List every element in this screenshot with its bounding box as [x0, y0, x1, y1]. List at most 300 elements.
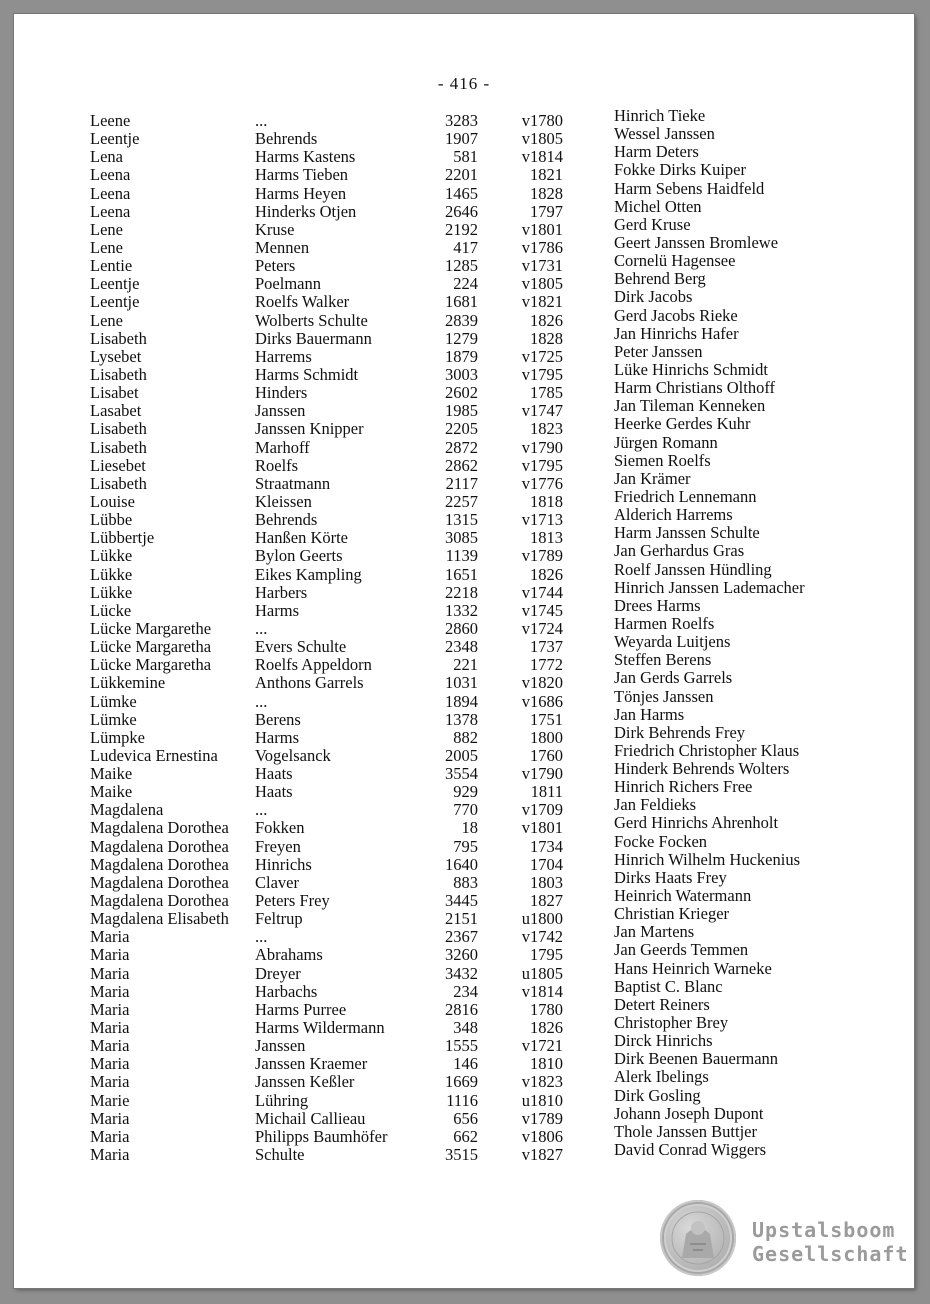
- spouse-name: Roelf Janssen Hündling: [614, 559, 772, 579]
- surname: Peters Frey: [255, 891, 330, 911]
- year: 1737: [530, 637, 563, 657]
- spouse-name: Gerd Jacobs Rieke: [614, 305, 738, 325]
- spouse-name: Dirks Haats Frey: [614, 867, 727, 887]
- year: 1826: [530, 310, 563, 330]
- register-row: [90, 686, 850, 711]
- spouse-name: Heinrich Watermann: [614, 886, 752, 906]
- given-name: Lentie: [90, 256, 133, 276]
- year: v1806: [521, 1126, 563, 1146]
- year: v1731: [521, 256, 563, 276]
- year: 1821: [530, 165, 563, 185]
- record-number: 3554: [445, 764, 478, 784]
- spouse-name: Harm Janssen Schulte: [614, 523, 760, 543]
- spouse-name: Gerd Kruse: [614, 214, 691, 234]
- surname: Janssen Keßler: [255, 1072, 355, 1092]
- year: v1827: [521, 1145, 563, 1165]
- surname: ...: [255, 111, 268, 130]
- given-name: Lene: [90, 310, 123, 330]
- record-number: 3432: [445, 963, 478, 983]
- record-number: 1555: [445, 1036, 478, 1056]
- record-number: 1465: [445, 183, 478, 203]
- given-name: Lisabet: [90, 383, 139, 403]
- year: v1820: [521, 673, 563, 693]
- record-number: 1640: [445, 854, 478, 874]
- record-number: 3003: [445, 364, 478, 384]
- year: 1823: [530, 419, 563, 439]
- surname: Schulte: [255, 1145, 305, 1165]
- surname: Harms Schmidt: [255, 364, 359, 384]
- register-row: [90, 232, 850, 257]
- register-list: [90, 106, 850, 1165]
- register-row: [90, 668, 850, 693]
- surname: Poelmann: [255, 274, 321, 294]
- year: u1810: [521, 1090, 563, 1110]
- record-number: 656: [453, 1108, 478, 1128]
- register-row: [90, 323, 850, 348]
- year: u1805: [521, 963, 563, 983]
- given-name: Lübbertje: [90, 528, 155, 548]
- surname: Vogelsanck: [255, 745, 331, 765]
- record-number: 2646: [445, 201, 478, 221]
- given-name: Maria: [90, 945, 130, 965]
- given-name: Lisabeth: [90, 473, 147, 493]
- record-number: 2367: [445, 927, 478, 947]
- surname: Anthons Garrels: [255, 673, 364, 693]
- record-number: 1285: [445, 256, 478, 276]
- surname: Harbachs: [255, 981, 318, 1001]
- record-number: 2218: [445, 582, 478, 602]
- year: v1789: [521, 1108, 563, 1128]
- spouse-name: Friedrich Christopher Klaus: [614, 740, 800, 760]
- register-row: [90, 124, 850, 149]
- year: v1744: [521, 582, 563, 602]
- spouse-name: Geert Janssen Bromlewe: [614, 232, 779, 252]
- page-number: - 416 -: [437, 74, 491, 93]
- year: v1721: [521, 1036, 563, 1056]
- spouse-name: Focke Focken: [614, 831, 708, 851]
- given-name: Leene: [90, 111, 131, 130]
- year: v1823: [521, 1072, 563, 1092]
- year: v1814: [521, 147, 563, 167]
- given-name: Lükkemine: [90, 673, 166, 693]
- record-number: 2151: [445, 909, 478, 929]
- surname: Dirks Bauermann: [255, 328, 372, 348]
- surname: Wolberts Schulte: [255, 310, 368, 330]
- record-number: 770: [453, 800, 478, 820]
- given-name: Lysebet: [90, 346, 142, 366]
- given-name: Magdalena Dorothea: [90, 854, 229, 874]
- record-number: 146: [453, 1054, 478, 1074]
- record-number: 2201: [445, 165, 478, 185]
- surname: Marhoff: [255, 437, 310, 457]
- year: v1814: [521, 981, 563, 1001]
- spouse-name: Christopher Brey: [614, 1013, 729, 1033]
- given-name: Liesebet: [90, 455, 146, 475]
- spouse-name: Hinrich Richers Free: [614, 777, 753, 797]
- spouse-name: Jan Gerhardus Gras: [614, 541, 745, 561]
- given-name: Maria: [90, 1036, 130, 1056]
- register-row: [90, 904, 850, 929]
- given-name: Lisabeth: [90, 437, 147, 457]
- given-name: Marie: [90, 1090, 130, 1110]
- record-number: 1985: [445, 401, 478, 421]
- spouse-name: Steffen Berens: [614, 650, 712, 670]
- surname: Behrends: [255, 129, 318, 149]
- record-number: 1879: [445, 346, 478, 366]
- given-name: Maria: [90, 1126, 130, 1146]
- given-name: Maria: [90, 1108, 130, 1128]
- record-number: 1907: [445, 129, 478, 149]
- surname: Mennen: [255, 237, 310, 257]
- surname: Evers Schulte: [255, 637, 347, 657]
- given-name: Maike: [90, 764, 133, 784]
- record-number: 2348: [445, 637, 478, 657]
- year: 1780: [530, 999, 563, 1019]
- record-number: 1031: [445, 673, 478, 693]
- spouse-name: Johann Joseph Dupont: [614, 1103, 764, 1123]
- surname: Harms Tieben: [255, 165, 349, 185]
- spouse-name: Fokke Dirks Kuiper: [614, 160, 746, 180]
- register-row: [90, 269, 850, 294]
- year: 1785: [530, 383, 563, 403]
- surname: Roelfs: [255, 455, 299, 475]
- record-number: 1894: [445, 691, 478, 711]
- spouse-name: Drees Harms: [614, 595, 701, 615]
- seal-icon: [660, 1200, 736, 1276]
- given-name: Maria: [90, 981, 130, 1001]
- year: 1813: [530, 528, 563, 548]
- spouse-name: Dirck Hinrichs: [614, 1031, 713, 1051]
- given-name: Lasabet: [90, 401, 142, 421]
- year: v1795: [521, 455, 563, 475]
- given-name: Leentje: [90, 292, 140, 312]
- given-name: Lümke: [90, 691, 137, 711]
- register-row: [90, 994, 850, 1019]
- surname: Bylon Geerts: [255, 546, 343, 566]
- record-number: 882: [453, 727, 478, 747]
- given-name: Leena: [90, 183, 131, 203]
- spouse-name: Jan Feldieks: [614, 795, 697, 815]
- year: 1810: [530, 1054, 563, 1074]
- surname: Roelfs Walker: [255, 292, 350, 312]
- given-name: Magdalena Dorothea: [90, 836, 229, 856]
- record-number: 3515: [445, 1145, 478, 1165]
- year: v1686: [521, 691, 563, 711]
- record-number: 662: [453, 1126, 478, 1146]
- spouse-name: Jan Martens: [614, 922, 695, 942]
- year: v1789: [521, 546, 563, 566]
- spouse-name: Harm Christians Olthoff: [614, 378, 776, 398]
- record-number: 1315: [445, 510, 478, 530]
- given-name: Lene: [90, 219, 123, 239]
- record-number: 417: [453, 237, 478, 257]
- given-name: Maria: [90, 963, 130, 983]
- surname: Claver: [255, 872, 299, 892]
- surname: Harms Kastens: [255, 147, 356, 167]
- given-name: Leena: [90, 165, 131, 185]
- record-number: 1378: [445, 709, 478, 729]
- spouse-name: Dirk Jacobs: [614, 287, 693, 307]
- year: 1811: [530, 782, 563, 802]
- spouse-name: Heerke Gerdes Kuhr: [614, 414, 751, 434]
- register-row: [90, 486, 850, 511]
- surname: Janssen Kraemer: [255, 1054, 368, 1074]
- spouse-name: Alderich Harrems: [614, 505, 733, 525]
- spouse-name: Wessel Janssen: [614, 124, 715, 144]
- year: v1821: [521, 292, 563, 312]
- spouse-name: Dirk Beenen Bauermann: [614, 1049, 779, 1069]
- surname: Freyen: [255, 836, 301, 856]
- given-name: Lisabeth: [90, 364, 147, 384]
- spouse-name: Hinrich Wilhelm Huckenius: [614, 849, 800, 869]
- given-name: Lücke Margaretha: [90, 637, 212, 657]
- year: v1790: [521, 437, 563, 457]
- given-name: Magdalena: [90, 800, 164, 820]
- record-number: 3260: [445, 945, 478, 965]
- record-number: 2816: [445, 999, 478, 1019]
- year: v1801: [521, 818, 563, 838]
- record-number: 929: [453, 782, 478, 802]
- society-name-line2: Gesellschaft: [752, 1242, 909, 1266]
- register-row: [90, 958, 850, 983]
- surname: Behrends: [255, 510, 318, 530]
- spouse-name: Dirk Gosling: [614, 1085, 701, 1105]
- society-logo: [660, 1200, 910, 1280]
- record-number: 2205: [445, 419, 478, 439]
- year: 1828: [530, 328, 563, 348]
- register-row: [90, 613, 850, 638]
- surname: Haats: [255, 764, 293, 784]
- given-name: Magdalena Dorothea: [90, 872, 229, 892]
- year: v1801: [521, 219, 563, 239]
- given-name: Maria: [90, 1054, 130, 1074]
- given-name: Maria: [90, 927, 130, 947]
- register-row: [90, 650, 850, 675]
- spouse-name: Jan Hinrichs Hafer: [614, 323, 739, 343]
- given-name: Lena: [90, 147, 123, 167]
- year: 1734: [530, 836, 563, 856]
- register-row: [90, 196, 850, 221]
- given-name: Lücke Margarethe: [90, 618, 212, 638]
- register-row: [90, 595, 850, 620]
- given-name: Maria: [90, 1018, 130, 1038]
- surname: Hinrichs: [255, 854, 312, 874]
- record-number: 795: [453, 836, 478, 856]
- surname: Dreyer: [255, 963, 301, 983]
- year: 1751: [530, 709, 563, 729]
- spouse-name: Behrend Berg: [614, 269, 706, 289]
- record-number: 3283: [445, 111, 478, 130]
- register-row: [90, 849, 850, 874]
- surname: ...: [255, 800, 268, 820]
- record-number: 3445: [445, 891, 478, 911]
- record-number: 3085: [445, 528, 478, 548]
- spouse-name: Michel Otten: [614, 196, 702, 216]
- year: 1818: [530, 491, 563, 511]
- spouse-name: Siemen Roelfs: [614, 450, 711, 470]
- register-row: [90, 1067, 850, 1092]
- register-row: [90, 106, 850, 130]
- year: v1709: [521, 800, 563, 820]
- spouse-name: Gerd Hinrichs Ahrenholt: [614, 813, 779, 833]
- surname: Straatmann: [255, 473, 331, 493]
- given-name: Lümpke: [90, 727, 145, 747]
- surname: Harms: [255, 727, 299, 747]
- surname: ...: [255, 618, 268, 638]
- spouse-name: Jan Gerds Garrels: [614, 668, 733, 688]
- register-row: [90, 1013, 850, 1038]
- surname: Harms Wildermann: [255, 1018, 385, 1038]
- record-number: 1279: [445, 328, 478, 348]
- spouse-name: Hans Heinrich Warneke: [614, 958, 772, 978]
- register-row: [90, 1140, 850, 1165]
- year: 1827: [530, 891, 563, 911]
- spouse-name: Tönjes Janssen: [614, 686, 714, 706]
- spouse-name: Jan Krämer: [614, 468, 691, 488]
- year: v1725: [521, 346, 563, 366]
- year: 1772: [530, 655, 563, 675]
- surname: Eikes Kampling: [255, 564, 362, 584]
- surname: Harms Purree: [255, 999, 347, 1019]
- spouse-name: Detert Reiners: [614, 994, 710, 1014]
- surname: Roelfs Appeldorn: [255, 655, 372, 675]
- surname: Feltrup: [255, 909, 303, 929]
- spouse-name: Hinderk Behrends Wolters: [614, 759, 790, 779]
- year: v1795: [521, 364, 563, 384]
- year: v1780: [521, 111, 563, 130]
- surname: Lühring: [255, 1090, 309, 1110]
- surname: Peters: [255, 256, 296, 276]
- record-number: 581: [453, 147, 478, 167]
- year: v1724: [521, 618, 563, 638]
- spouse-name: Peter Janssen: [614, 341, 703, 361]
- surname: ...: [255, 691, 268, 711]
- register-row: [90, 813, 850, 838]
- register-row: [90, 178, 850, 203]
- given-name: Lükke: [90, 582, 133, 602]
- year: v1745: [521, 600, 563, 620]
- register-row: [90, 976, 850, 1001]
- given-name: Ludevica Ernestina: [90, 745, 218, 765]
- record-number: 2602: [445, 383, 478, 403]
- given-name: Lümke: [90, 709, 137, 729]
- given-name: Magdalena Elisabeth: [90, 909, 229, 929]
- spouse-name: Hinrich Janssen Lademacher: [614, 577, 805, 597]
- register-row: [90, 1049, 850, 1074]
- spouse-name: Baptist C. Blanc: [614, 976, 723, 996]
- year: v1776: [521, 473, 563, 493]
- register-row: [90, 577, 850, 602]
- record-number: 2117: [445, 473, 478, 493]
- surname: Harms Heyen: [255, 183, 347, 203]
- record-number: 2257: [445, 491, 478, 511]
- record-number: 2862: [445, 455, 478, 475]
- surname: Harbers: [255, 582, 308, 602]
- record-number: 234: [453, 981, 478, 1001]
- given-name: Leentje: [90, 129, 140, 149]
- record-number: 2860: [445, 618, 478, 638]
- surname: Kleissen: [255, 491, 312, 511]
- record-number: 2192: [445, 219, 478, 239]
- year: 1826: [530, 564, 563, 584]
- spouse-name: Cornelü Hagensee: [614, 251, 736, 271]
- year: 1704: [530, 854, 563, 874]
- spouse-name: Christian Krieger: [614, 904, 730, 924]
- spouse-name: Thole Janssen Buttjer: [614, 1121, 757, 1141]
- given-name: Lübbe: [90, 510, 133, 530]
- spouse-name: Hinrich Tieke: [614, 106, 706, 125]
- record-number: 1139: [445, 546, 478, 566]
- spouse-name: Jan Harms: [614, 704, 685, 724]
- given-name: Lükke: [90, 564, 133, 584]
- given-name: Maria: [90, 1072, 130, 1092]
- spouse-name: Weyarda Luitjens: [614, 632, 731, 652]
- document-page: [14, 14, 914, 1288]
- spouse-name: Jürgen Romann: [614, 432, 718, 452]
- record-number: 18: [461, 818, 478, 838]
- spouse-name: Jan Tileman Kenneken: [614, 396, 766, 416]
- spouse-name: Lüke Hinrichs Schmidt: [614, 359, 768, 379]
- given-name: Lücke Margaretha: [90, 655, 212, 675]
- year: 1795: [530, 945, 563, 965]
- year: v1742: [521, 927, 563, 947]
- surname: Harms: [255, 600, 299, 620]
- year: u1800: [521, 909, 563, 929]
- surname: ...: [255, 927, 268, 947]
- society-name-line1: Upstalsboom: [752, 1218, 896, 1242]
- surname: Kruse: [255, 219, 295, 239]
- register-row: [90, 450, 850, 475]
- year: 1797: [530, 201, 563, 221]
- year: v1747: [521, 401, 563, 421]
- given-name: Lücke: [90, 600, 132, 620]
- register-row: [90, 777, 850, 802]
- year: v1786: [521, 237, 563, 257]
- given-name: Louise: [90, 491, 135, 511]
- surname: Hinders: [255, 383, 308, 403]
- surname: Hanßen Körte: [255, 528, 349, 548]
- spouse-name: Jan Geerds Temmen: [614, 940, 749, 960]
- given-name: Lükke: [90, 546, 133, 566]
- surname: Hinderks Otjen: [255, 201, 357, 221]
- register-row: [90, 414, 850, 439]
- spouse-name: Harmen Roelfs: [614, 613, 715, 633]
- register-row: [90, 251, 850, 276]
- surname: Berens: [255, 709, 301, 729]
- register-row: [90, 632, 850, 657]
- surname: Janssen: [255, 1036, 306, 1056]
- given-name: Lisabeth: [90, 328, 147, 348]
- record-number: 2872: [445, 437, 478, 457]
- record-number: 1651: [445, 564, 478, 584]
- given-name: Magdalena Dorothea: [90, 818, 229, 838]
- spouse-name: Dirk Behrends Frey: [614, 722, 746, 742]
- year: 1826: [530, 1018, 563, 1038]
- year: 1760: [530, 745, 563, 765]
- year: v1805: [521, 129, 563, 149]
- spouse-name: Harm Deters: [614, 142, 699, 162]
- record-number: 348: [453, 1018, 478, 1038]
- record-number: 224: [453, 274, 478, 294]
- given-name: Maria: [90, 999, 130, 1019]
- year: 1800: [530, 727, 563, 747]
- spouse-name: Harm Sebens Haidfeld: [614, 178, 765, 198]
- year: 1828: [530, 183, 563, 203]
- given-name: Leena: [90, 201, 131, 221]
- given-name: Lisabeth: [90, 419, 147, 439]
- surname: Fokken: [255, 818, 305, 838]
- given-name: Magdalena Dorothea: [90, 891, 229, 911]
